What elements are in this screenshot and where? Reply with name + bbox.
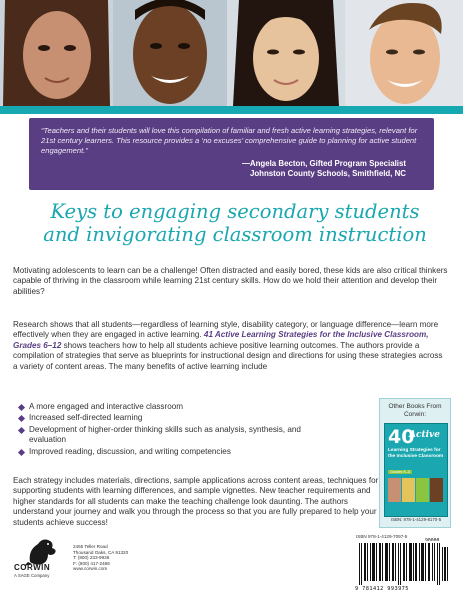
list-item: Increased self-directed learning	[19, 413, 319, 423]
publisher-name: CORWIN	[14, 563, 51, 572]
related-book-isbn: ISBN: 978-1-4129-8170-5	[390, 517, 442, 522]
student-photo-4	[345, 0, 463, 106]
book-title-emphasis: 41 Active Learning Strategies for the Inclusive Classroom, Grades 6–12	[13, 330, 429, 350]
research-paragraph	[13, 320, 449, 372]
address-line: T: (800) 233-9936	[73, 555, 110, 561]
cover-headline: Keys to engaging secondary students and invigorating classroom instruction	[43, 200, 427, 246]
barcode-number: 9 781412 993975	[355, 586, 409, 592]
list-item: A more engaged and interactive classroom	[19, 402, 319, 412]
other-books-panel	[379, 398, 451, 528]
isbn-label: ISBN 978-1-4129-7097-5	[356, 534, 408, 539]
endorsement-quote-text: “Teachers and their students will love this compilation of familiar and fresh active learning strategies, relevant for 21st century learners. This resource provides a ‘no excuses’ comprehensive guide to planning for active student engagement.”	[41, 126, 418, 155]
endorsement-author-affiliation: Johnston County Schools, Smithfield, NC	[249, 169, 406, 178]
research-paragraph-rest: shows teachers how to help all students achieve positive learning outcomes. The authors provide a compilation of strategies that serve as blueprints for instructional design and directions for using these strategies across a variety of content areas. The many benefits of active learning include	[13, 340, 443, 371]
related-book-subtitle: Learning Strategies for the Inclusive Classroom	[388, 448, 444, 459]
student-photo-1	[0, 0, 113, 106]
publisher-address	[73, 544, 128, 572]
intro-paragraph: Motivating adolescents to learn can be a challenge! Often distracted and easily bored, these kids are also critical thinkers capable of thriving in the classroom while learning 21st century skills. How do we hold their attention and develop their abilities?	[13, 266, 448, 296]
endorsement-quote-box	[29, 118, 434, 190]
photo-strip	[0, 0, 463, 106]
closing-paragraph: Each strategy includes materials, directions, sample applications across content areas, techniques for supporting students with learning differences, and sample vignettes. New teacher requirements and higher standards for all students can make the teaching challenge look daunting. The authors understand your journey and walk you through the process so that you are fully prepared to help your students achieve success!	[13, 476, 379, 527]
address-line: 2455 Teller Road	[73, 544, 108, 549]
other-books-title: Other Books From Corwin:	[388, 403, 442, 418]
related-book-grade-tag: Grades K–5	[390, 470, 411, 474]
related-book-cover	[384, 423, 448, 517]
isbn-barcode-icon	[357, 541, 451, 585]
address-line: Thousand Oaks, CA 91320	[73, 549, 129, 555]
list-item: Development of higher-order thinking skills such as analysis, synthesis, and evaluation	[19, 425, 319, 446]
list-item: Improved reading, discussion, and writing competencies	[19, 447, 319, 457]
student-photo-3	[227, 0, 345, 106]
endorsement-author	[41, 159, 422, 179]
address-line: www.corwin.com	[73, 566, 108, 572]
publisher-tagline: A SAGE Company	[14, 573, 50, 578]
benefits-list	[19, 402, 319, 458]
related-book-photos	[388, 478, 443, 502]
student-photo-2	[113, 0, 227, 106]
teal-divider-bar	[0, 106, 463, 114]
related-book-number: 40	[388, 426, 415, 448]
related-book-word: Active	[409, 430, 440, 440]
research-paragraph-lead: Research shows that all students—regardless of learning style, disability category, or language difference—learn more effectively when they are engaged in active learning.	[13, 320, 439, 340]
address-line: F: (800) 417-2466	[73, 560, 110, 566]
endorsement-author-name: —Angela Becton, Gifted Program Specialist	[242, 159, 406, 168]
